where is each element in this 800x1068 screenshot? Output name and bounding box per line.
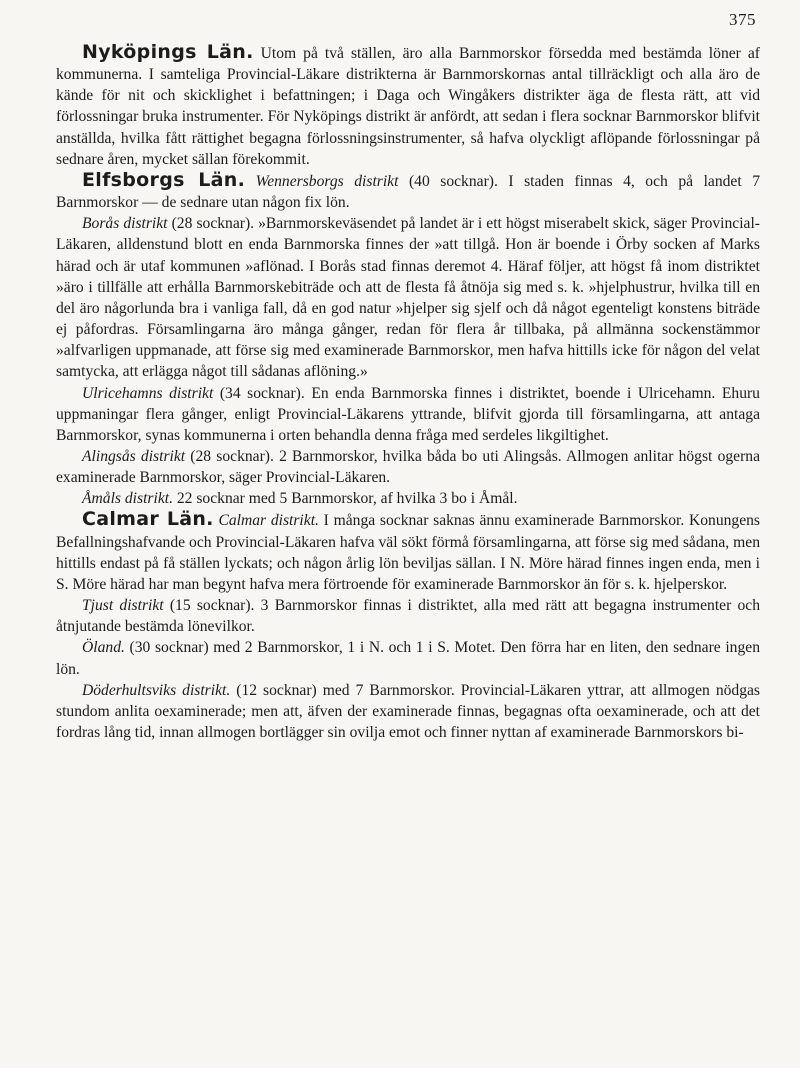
county-heading-calmar: Calmar Län. [82,508,214,531]
paragraph-text: (30 socknar) med 2 Barnmorskor, 1 i N. och 1 i S. Motet. Den förra har en liten, den sednare ingen lön. [56,639,760,678]
paragraph-amals-distrikt [56,488,760,509]
county-heading-elfsborg: Elfsborgs Län. [82,168,246,191]
paragraph-text: (12 socknar) med 7 Barnmorskor. Provincial-Läkaren yttrar, att allmogen nödgas stundom anlita oexaminerade; men att, äfven der examinerade finnas, begagnas ofta oexaminerade, och att det fordras lång tid, innan allmogen bortlägger sin ovilja emot och finner nyttan af examinerade Barnmorskors bi- [56,681,760,741]
paragraph-text: 22 socknar med 5 Barnmorskor, af hvilka 3 bo i Åmål. [172,490,518,508]
paragraph-text: (28 socknar). 2 Barnmorskor, hvilka båda bo uti Alingsås. Allmogen anlitar högst ogerna examinerade Barnmorskor, säger Provincial-Läkaren. [56,447,761,487]
paragraph-text: (15 socknar). 3 Barnmorskor finnas i distriktet, alla med rätt att begagna instrumenter och åtnjutande bestämda lönevilkor. [56,597,761,636]
paragraph-alingsas-distrikt [56,446,760,488]
paragraph-elfsborgs-lan [56,170,760,213]
paragraph-calmar-lan [56,509,760,595]
page-number: 375 [729,10,756,29]
district-name: Döderhultsviks distrikt. [82,681,231,699]
paragraph-boras-distrikt [56,213,760,382]
paragraph-text: (40 socknar). I staden finnas 4, och på landet 7 Barnmorskor — de sednare utan någon fix lön. [56,172,760,212]
county-heading-nykoping: Nyköpings Län. [82,41,254,63]
district-name: Öland. [82,639,125,657]
paragraph-text: (34 socknar). En enda Barnmorska finnes i distriktet, boende i Ulricehamn. Ehuru uppmaningar flera gånger, enligt Provincial-Läkarens yttrande, blifvit gjorda till församlingarna, att antaga Barnmorskor, synas kommunerna i orten behandla denna fråga med serdeles likgiltighet. [56,384,760,444]
district-name: Ulricehamns distrikt [82,384,214,402]
paragraph-doderhultsviks-distrikt [56,680,760,743]
paragraph-tjust-distrikt [56,595,760,637]
district-name: Borås distrikt [82,215,168,233]
paragraph-text: Utom på två ställen, äro alla Barnmorskor försedda med bestämda löner af kommunerna. I samteliga Provincial-Läkare distrikterna är Barnmorskornas antal tillräckligt och alla äro de kände för nit och skicklighet i befattningen; i Daga och Wingåkers distrikter äga de flesta rätt, att vid förlossningar bruka instrumenter. För Nyköpings distrikt är anfördt, att sedan i flera socknar Barnmorskor blifvit anställda, hvilka fått rättighet begagna förlossningsinstrumenter, så hafva olyckligt aflöpande förlossningar på sednare åren, mycket sällan förekommit. [56,45,760,168]
district-name: Wennersborgs distrikt [245,172,399,190]
district-name: Tjust distrikt [82,597,164,615]
district-name: Alingsås distrikt [82,447,186,465]
paragraph-oland [56,637,760,679]
paragraph-nykopings-lan [56,42,760,170]
paragraph-ulricehamns-distrikt [56,383,760,446]
text-body [56,42,760,743]
paragraph-text: (28 socknar). »Barnmorskeväsendet på landet är i ett högst miserabelt skick, säger Provincial-Läkaren, alldenstund blott en enda Barnmorska finnes der »att tillgå. Hon är boende i Örby socken af Marks härad och är utaf kommunen »aflönad. I Borås stad finnas deremot 4. Häraf följer, att högst få inom distriktet »äro i tillfälle att erhålla Barnmorskebiträde och att de flesta få åtnöja sig med s. k. »hjelphustrur, hvilka till en del äro någorlunda bra i vanliga fall, då en god natur »hjelper sig sjelf och då något egenteligt konstens biträde ej påfordras. Församlingarna äro många gånger, redan för flera år tillbaka, på allmänna sockenstämmor »alfvarligen uppmanade, att förse sig med examinerade Barnmorskor, men hafva hittills icke för någon del velat samtycka, att erlägga något till sådanas aflöning.» [56,215,760,381]
district-name: Åmåls distrikt. [82,490,173,508]
paragraph-text: I många socknar saknas ännu examinerade Barnmorskor. Konungens Befallningshafvande och Provincial-Läkaren hafva väl sökt förmå församlingarna, att förse sig med sådana, men hittills endast på få ställen lyckats; och någon årlig lön beviljas sällan. I N. Möre härad finnes ingen enda, men i S. Möre härad har man begynt hafva mera förtroende för examinerade Barnmorskor än för s. k. hjelperskor. [56,512,760,593]
district-name: Calmar distrikt. [213,512,319,530]
